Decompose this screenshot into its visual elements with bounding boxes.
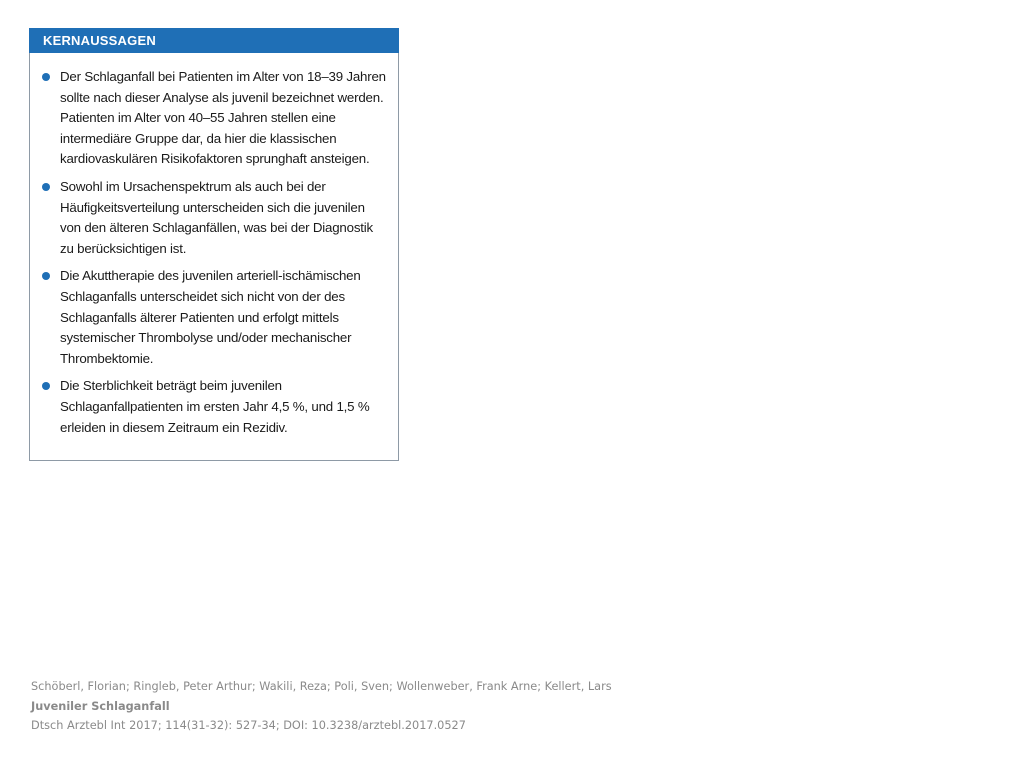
citation-title: Juveniler Schlaganfall (31, 699, 170, 713)
key-statements-list (30, 53, 398, 438)
list-item (42, 376, 388, 438)
bullet-text: Der Schlaganfall bei Patienten im Alter von 18–39 Jahren sollte nach dieser Analyse als juvenil bezeichnet werden. Patienten im Alter von 40–55 Jahren stellen eine intermediäre Gruppe dar, da hier die klassischen kardiovaskulären Risikofaktoren sprunghaft ansteigen. (60, 69, 386, 167)
bullet-text: Sowohl im Ursachenspektrum als auch bei der Häufigkeitsverteilung unterscheiden sich die juvenilen von den älteren Schlaganfällen, was bei der Diagnostik zu berücksichtigen ist. (60, 178, 373, 256)
list-item (42, 67, 388, 170)
key-statements-box (29, 28, 399, 461)
list-item (42, 266, 388, 369)
box-title: KERNAUSSAGEN (43, 33, 156, 48)
bullet-dot-icon (42, 272, 50, 280)
list-item (42, 177, 388, 259)
bullet-text: Die Sterblichkeit beträgt beim juvenilen Schlaganfallpatienten im ersten Jahr 4,5 %, und 1,5 % erleiden in diesem Zeitraum ein Rezidiv. (60, 378, 370, 435)
citation-source: Dtsch Arztebl Int 2017; 114(31-32): 527-34; DOI: 10.3238/arztebl.2017.0527 (31, 719, 466, 732)
box-header (29, 28, 399, 53)
bullet-dot-icon (42, 382, 50, 390)
citation-authors: Schöberl, Florian; Ringleb, Peter Arthur; Wakili, Reza; Poli, Sven; Wollenweber, Frank Arne; Kellert, Lars (31, 680, 612, 693)
bullet-dot-icon (42, 73, 50, 81)
bullet-dot-icon (42, 183, 50, 191)
citation (31, 677, 612, 736)
bullet-text: Die Akuttherapie des juvenilen arteriell-ischämischen Schlaganfalls unterscheidet sich nicht von der des Schlaganfalls älterer Patienten und erfolgt mittels systemischer Thrombolyse und/oder mechanischer Thrombektomie. (60, 268, 361, 366)
